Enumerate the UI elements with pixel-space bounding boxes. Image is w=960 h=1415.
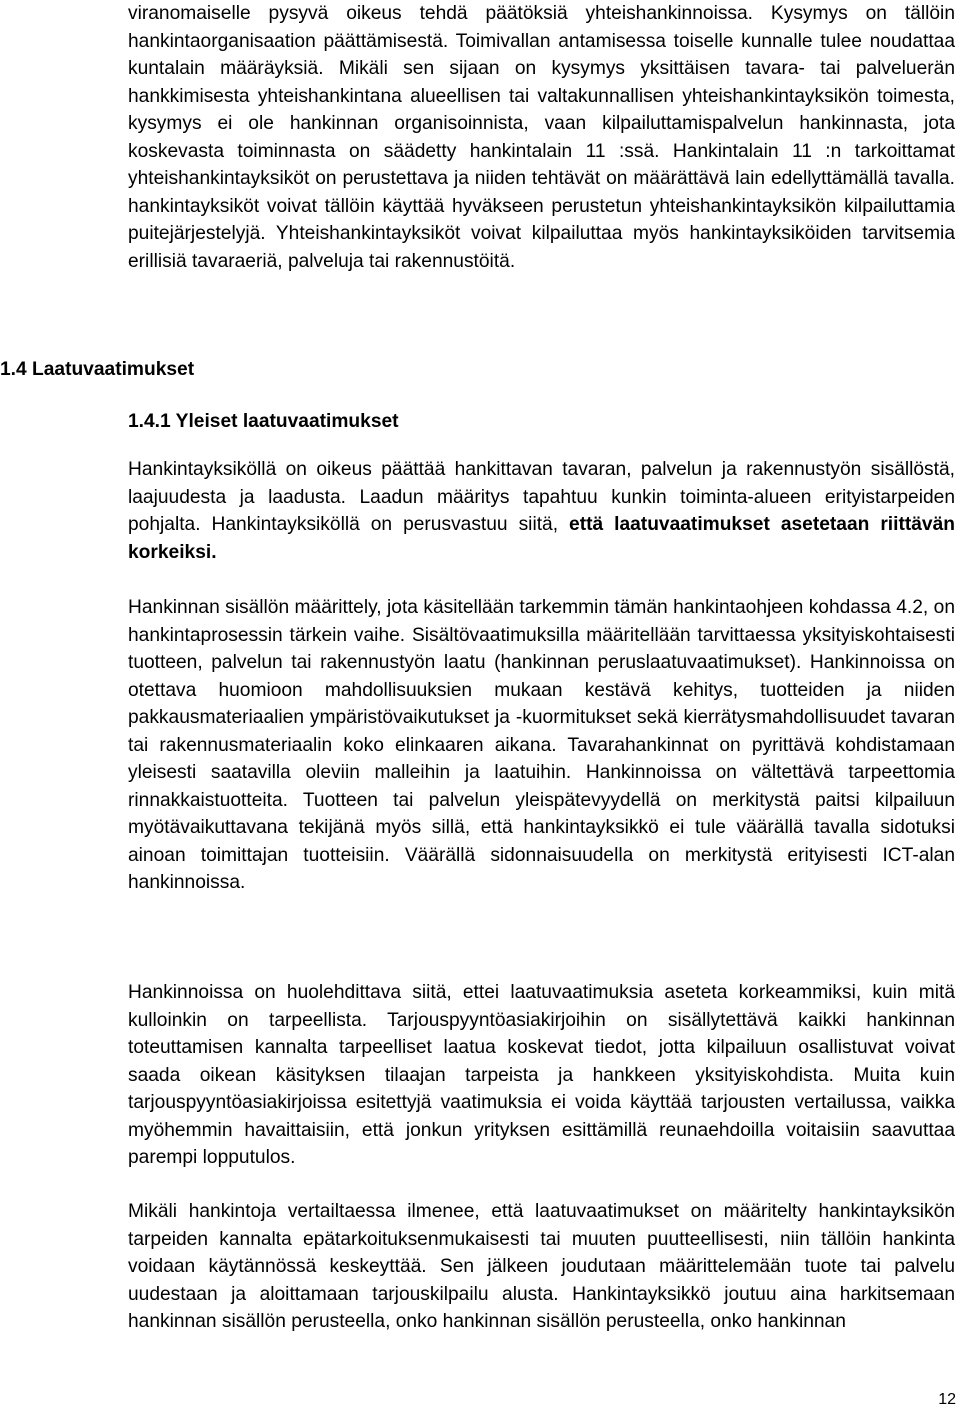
page-number: 12 — [938, 1391, 956, 1408]
paragraph-quality-level: Hankinnoissa on huolehdittava siitä, ettei laatuvaatimuksia aseteta korkeammiksi, kuin mitä kulloinkin on tarpeellista. Tarjouspyyntöasiakirjoihin on sisällytettävä kaikki hankinnan toteuttamisen kannalta tarpeelliset laatua koskevat tiedot, jotta kilpailuun osallistuvat voivat saada oikean käsityksen tilaajan tarpeista ja hankkeen yksityiskohdista. Muita kuin tarjouspyyntöasiakirjoissa esitettyjä vaatimuksia ei voida käyttää tarjousten vertailussa, vaikka myöhemmin havaittaisiin, että jonkun yrityksen esittämillä reunaehdoilla voitaisiin saavuttaa parempi lopputulos. — [128, 982, 955, 1168]
subsection-heading: 1.4.1 Yleiset laatuvaatimukset — [128, 411, 399, 432]
paragraph-content-definition: Hankinnan sisällön määrittely, jota käsitellään tarkemmin tämän hankintaohjeen kohdassa 4.2, on hankintaprosessin tärkein vaihe. Sisältövaatimuksilla määritellään tarvittaessa yksityiskohtaisesti tuotteen, palvelun tai rakennustyön laatu (hankinnan peruslaatuvaatimukset). Hankinnoissa on otettava huomioon mahdollisuuksien mukaan kestävä kehitys, tuotteiden ja niiden pakkausmateriaalien ympäristövaikutukset ja -kuormitukset sekä kierrätysmahdollisuudet tavaran tai rakennusmateriaalin koko elinkaaren aikana. Tavarahankinnat on pyrittävä kohdistamaan yleisesti saatavilla oleviin malleihin ja laatuihin. Hankinnoissa on vältettävä tarpeettomia rinnakkaistuotteita. Tuotteen tai palvelun yleispätevyydellä on merkitystä paitsi kilpailuun myötävaikuttavana tekijänä myös sillä, että hankintayksikkö ei tule väärällä tavalla sidotuksi ainoan toimittajan tuotteisiin. Väärällä sidonnaisuudella on merkitystä erityisesti ICT-alan hankinnoissa. — [128, 597, 955, 893]
paragraph-interruption: Mikäli hankintoja vertailtaessa ilmenee, että laatuvaatimukset on määritelty hankintayksikön tarpeiden kannalta epätarkoituksenmukaisesti tai muuten puutteellisesti, niin tällöin hankinta voidaan käytännössä keskeyttää. Sen jälkeen joudutaan määrittelemään tuote tai palvelu uudestaan ja aloittamaan tarjouskilpailu alusta. Hankintayksikkö joutuu aina harkitsemaan hankinnan sisällön perusteella, onko hankinnan sisällön perusteella, onko hankinnan — [128, 1201, 955, 1332]
paragraph-text: Hankintayksiköllä on oikeus päättää hankittavan tavaran, palvelun ja rakennustyön sisällöstä, laajuudesta ja laadusta. Laadun määritys tapahtuu kunkin toiminta-alueen erityistarpeiden pohjalta. Hankintayksiköllä on perusvastuu siitä, — [128, 459, 955, 535]
section-heading: 1.4 Laatuvaatimukset — [0, 359, 195, 380]
paragraph-quality-responsibility — [128, 456, 955, 566]
continued-paragraph: viranomaiselle pysyvä oikeus tehdä päätöksiä yhteishankinnoissa. Kysymys on tällöin hankintaorganisaation päättämisestä. Toimivallan antamisessa toiselle kunnalle tulee noudattaa kuntalain määräyksiä. Mikäli sen sijaan on kysymys yksittäisen tavara- tai palveluerän hankkimisesta yhteishankintana alueellisen tai valtakunnallisen yhteishankintayksikön toimesta, kysymys ei ole hankinnan organisoinnista, vaan kilpailuttamispalvelun hankinnasta, jota koskevasta toiminnasta on säädetty hankintalain 11 :ssä. Hankintalain 11 :n tarkoittamat yhteishankintayksiköt on perustettava ja niiden tehtävät on määrättävä lain edellyttämällä tavalla. hankintayksiköt voivat tällöin käyttää hyväkseen perustetun yhteishankintayksikön kilpailuttamia puitejärjestelyjä. Yhteishankintayksiköt voivat kilpailuttaa myös hankintayksiköiden tarvitsemia erillisiä tavaraeriä, palveluja tai rakennustöitä. — [128, 3, 955, 272]
emphasized-text: että laatuvaatimukset asetetaan riittävän korkeiksi. — [128, 514, 955, 563]
